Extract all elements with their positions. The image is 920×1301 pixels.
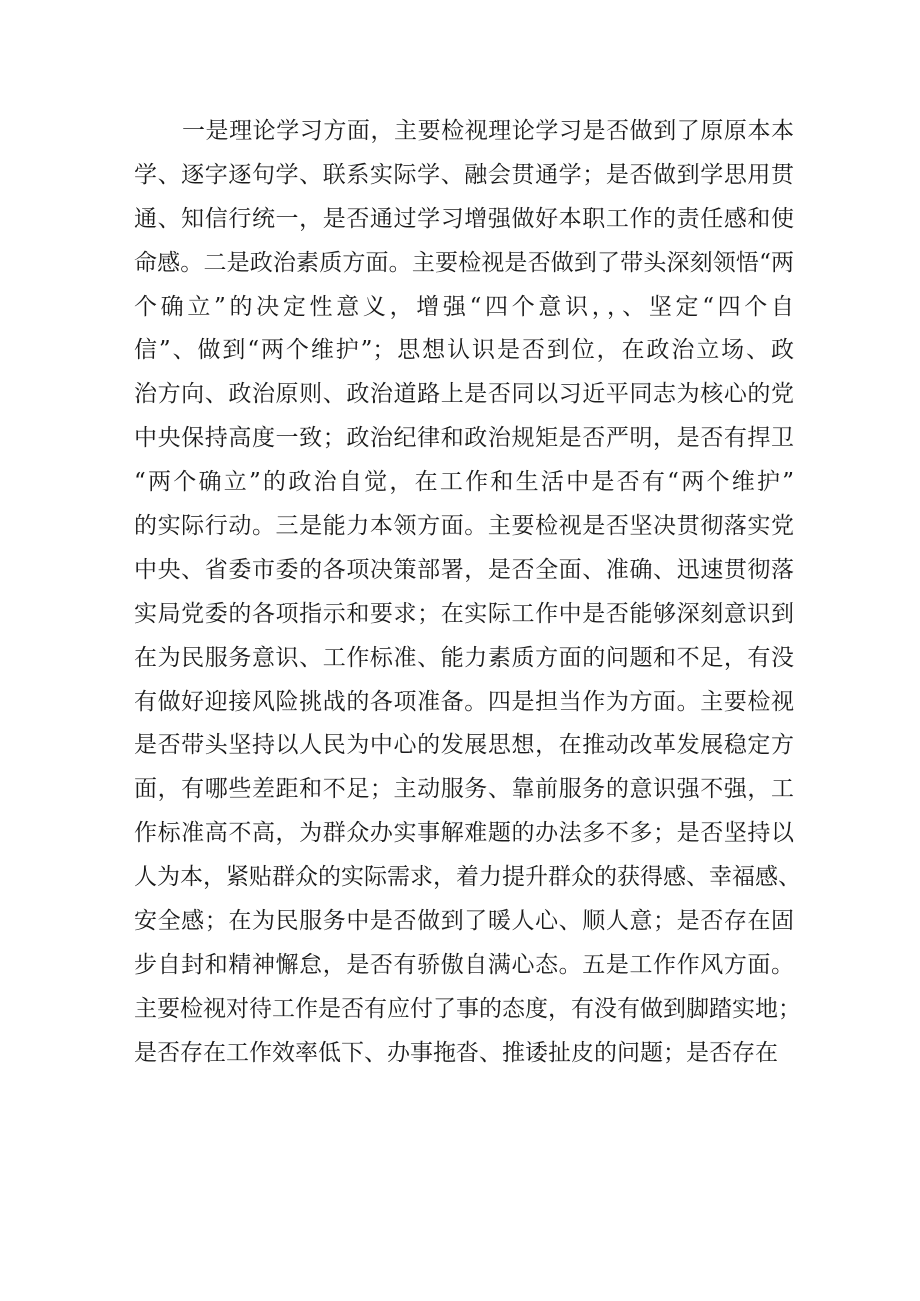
text-line: 作标准高不高，为群众办实事解难题的办法多不多；是否坚持以 xyxy=(134,820,794,847)
text-line: 是否存在工作效率低下、办事拖沓、推诿扯皮的问题；是否存在 xyxy=(134,1039,778,1066)
text-line: 个确立”的决定性意义，增强“四个意识，，、坚定“四个自 xyxy=(134,293,794,320)
text-line: 中央、省委市委的各项决策部署，是否全面、准确、迅速贯彻落 xyxy=(134,556,794,583)
text-line: 通、知信行统一，是否通过学习增强做好本职工作的责任感和使 xyxy=(134,205,794,232)
text-line: 学、逐字逐句学、联系实际学、融会贯通学；是否做到学思用贯 xyxy=(134,161,794,188)
text-line: 的实际行动。三是能力本领方面。主要检视是否坚决贯彻落实党 xyxy=(134,513,794,540)
text-line: 人为本，紧贴群众的实际需求，着力提升群众的获得感、幸福感、 xyxy=(134,864,801,891)
text-line: 治方向、政治原则、政治道路上是否同以习近平同志为核心的党 xyxy=(134,381,794,408)
text-line: 信”、做到“两个维护”；思想认识是否到位，在政治立场、政 xyxy=(134,337,794,364)
text-line: 一是理论学习方面，主要检视理论学习是否做到了原原本本 xyxy=(182,118,794,144)
body-paragraph xyxy=(134,110,801,1076)
text-line: 步自封和精神懈怠，是否有骄傲自满心态。五是工作作风方面。 xyxy=(134,951,794,978)
text-line: “两个确立”的政治自觉，在工作和生活中是否有“两个维护” xyxy=(134,469,794,496)
text-line: 在为民服务意识、工作标准、能力素质方面的问题和不足，有没 xyxy=(134,644,794,671)
text-line: 面，有哪些差距和不足；主动服务、靠前服务的意识强不强，工 xyxy=(134,776,794,803)
text-line: 主要检视对待工作是否有应付了事的态度，有没有做到脚踏实地； xyxy=(134,995,801,1022)
text-line: 实局党委的各项指示和要求；在实际工作中是否能够深刻意识到 xyxy=(134,600,794,627)
text-line: 有做好迎接风险挑战的各项准备。四是担当作为方面。主要检视 xyxy=(134,688,794,715)
text-line: 中央保持高度一致；政治纪律和政治规矩是否严明，是否有捍卫 xyxy=(134,425,794,452)
text-line: 安全感；在为民服务中是否做到了暖人心、顺人意；是否存在固 xyxy=(134,908,794,935)
text-line: 是否带头坚持以人民为中心的发展思想，在推动改革发展稳定方 xyxy=(134,732,794,759)
text-line: 命感。二是政治素质方面。主要检视是否做到了带头深刻领悟“两 xyxy=(134,249,794,276)
